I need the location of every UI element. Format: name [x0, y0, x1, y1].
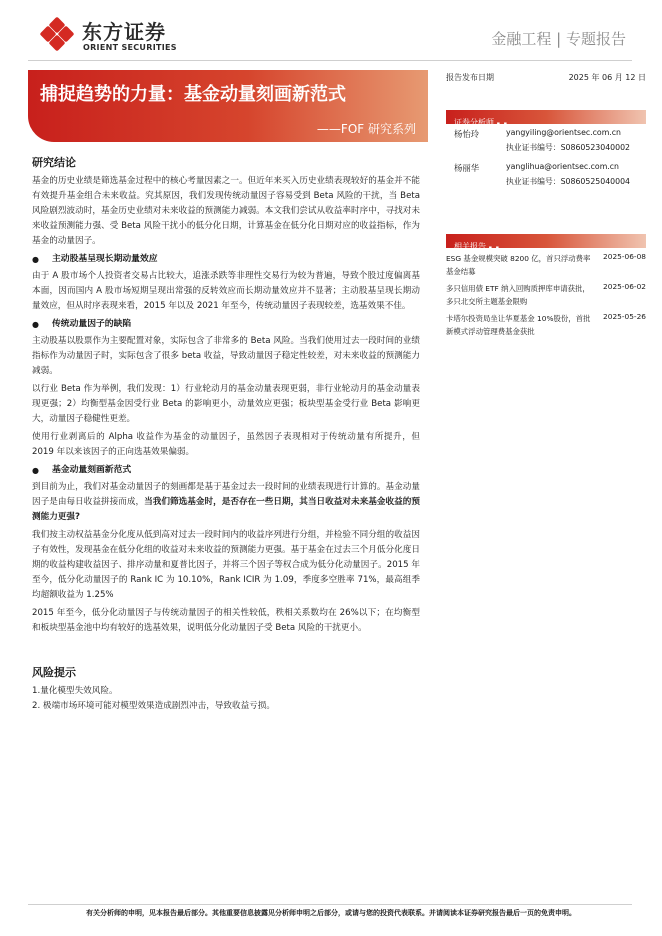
analyst-email[interactable]: yanglihua@orientsec.com.cn [506, 162, 619, 171]
paragraph-3a [32, 480, 420, 525]
footer-divider [28, 904, 632, 905]
paragraph-3c: 2015 年至今，低分化动量因子与传统动量因子的相关性较低，秩相关系数均在 26%以下；在均衡型和板块型基金池中均有较好的选基效果，说明低分化动量因子受 Beta 风险的干扰更小。 [32, 608, 420, 633]
company-logo [38, 14, 188, 58]
header-divider [28, 60, 632, 61]
report-series: ——FOF 研究系列 [316, 122, 416, 136]
related-report-title[interactable]: 多只信用债 ETF 纳入回购质押库申请获批，多只北交所主题基金限购 [446, 284, 590, 306]
bullet-heading-3: ● 基金动量刻画新范式 [32, 463, 420, 478]
analyst-entry [446, 128, 646, 158]
analyst-entry [446, 162, 646, 192]
analyst-section [446, 110, 646, 192]
related-heading-bar [446, 234, 646, 251]
risk-item: 1.量化模型失效风险。 [32, 686, 118, 696]
related-report-date: 2025-05-26 [603, 312, 646, 321]
report-title: 捕捉趋势的力量：基金动量刻画新范式 [40, 84, 346, 105]
analyst-name: 杨丽华 [454, 163, 480, 173]
analyst-email[interactable]: yangyiling@orientsec.com.cn [506, 128, 622, 137]
publish-date-value: 2025 年 06 月 12 日 [568, 73, 646, 82]
risk-item: 2. 极端市场环境可能对模型效果造成剧烈冲击，导致收益亏损。 [32, 701, 275, 711]
paragraph-3a-emphasis: 当我们筛选基金时，是否存在一些日期，其当日收益对未来基金收益的预测能力更强? [32, 497, 420, 522]
publish-date-row [446, 72, 646, 84]
bullet-heading-2: ● 传统动量因子的缺陷 [32, 317, 420, 332]
logo-text-en: ORIENT SECURITIES [83, 43, 177, 52]
analyst-cert: 执业证书编号：S0860523040002 [506, 143, 631, 152]
paragraph-2c: 使用行业剥离后的 Alpha 收益作为基金的动量因子，虽然因子表现相对于传统动量有所提升，但 2019 年以来该因子的正向选基效果偏弱。 [32, 432, 420, 457]
related-heading: 相关报告 ▪ ▪ [446, 240, 500, 255]
bullet-heading-1: ● 主动股基呈现长期动量效应 [32, 252, 420, 267]
related-report-title[interactable]: ESG 基金规模突破 8200 亿，首只浮动费率基金结募 [446, 254, 591, 276]
paragraph-3a-text: 到目前为止，我们对基金动量因子的刻画都是基于基金过去一段时间的业绩表现进行计算的。基金动量因子是由每日收益拼接而成， [32, 482, 420, 507]
analyst-cert: 执业证书编号：S0860525040004 [506, 177, 631, 186]
main-content [32, 154, 420, 714]
related-reports-section [446, 234, 646, 338]
related-report-date: 2025-06-08 [603, 252, 646, 261]
document-type: 金融工程 | 专题报告 [491, 30, 626, 48]
conclusion-heading: 研究结论 [32, 156, 76, 169]
footer-disclaimer: 有关分析师的申明，见本报告最后部分。其他重要信息披露见分析师申明之后部分，或请与您的投资代表联系。并请阅读本证券研究报告最后一页的免责申明。 [86, 909, 576, 917]
paragraph-3b: 我们按主动权益基金分化度从低到高对过去一段时间内的收益序列进行分组，并检验不同分组的收益因子有效性，发现基金在低分化组的收益对未来收益的预测能力更强。基于基金在过去三个月低分化度日期的收益构建收益因子、排序动量和夏普比因子，并将三个因子等权合成为低分化动量因子。2015 年至今，低分化动量因子的 Rank IC 为 10.10%，Rank ICIR 为 1.09，季度多空胜率 71%，最高组季均超额收益为 1.25% [32, 530, 420, 600]
logo-text-cn: 东方证券 [82, 20, 166, 44]
title-banner [28, 70, 428, 142]
related-report[interactable] [446, 312, 646, 338]
analyst-heading-bar [446, 110, 646, 127]
analyst-heading: 证券分析师 ▪ ▪ [446, 116, 508, 131]
paragraph-1: 由于 A 股市场个人投资者交易占比较大，追涨杀跌等非理性交易行为较为普遍，导致个股过度偏离基本面，因而国内 A 股市场短期呈现出常强的反转效应而长期动量效应并不显著；主动股基呈现长期动量效应，但从时序表现来看，2015 年以及 2021 年至今，传统动量因子表现较差，选基效果不佳。 [32, 271, 420, 311]
analyst-name: 杨怡玲 [454, 129, 480, 139]
related-report-date: 2025-06-02 [603, 282, 646, 291]
orient-logo-icon [38, 16, 76, 54]
paragraph-2b: 以行业 Beta 作为举例，我们发现：1）行业轮动月的基金动量表现更弱，非行业轮动月的基金动量表现更强；2）均衡型基金因受行业 Beta 的影响更小，动量效应更强；板块型基金受行业 Beta 影响更大，动量因子稳健性更差。 [32, 384, 420, 424]
related-report[interactable] [446, 252, 646, 278]
publish-date-label: 报告发布日期 [446, 73, 494, 82]
related-report[interactable] [446, 282, 646, 308]
intro-paragraph: 基金的历史业绩是筛选基金过程中的核心考量因素之一。但近年来买入历史业绩表现较好的基金并不能有效提升基金组合未来收益。究其原因，我们发现传统动量因子容易受到 Beta 风险的干扰，当 Beta 风险剧烈波动时，基金历史业绩对未来收益的预测能力减弱。本文我们尝试从收益率时序中，寻找对未来收益预测能力强、受 Beta 风险干扰小的低分化日期，计算基金在低分化日期对应的收益指标，作为基金的动量因子。 [32, 176, 420, 246]
paragraph-2a: 主动股基以股票作为主要配置对象，实际包含了非常多的 Beta 风险。当我们使用过去一段时间的业绩指标作为动量因子时，实际包含了很多 beta 收益，导致动量因子稳定性较差，对未来收益的预测能力减弱。 [32, 336, 420, 376]
related-report-title[interactable]: 卡塔尔投资局坐让华夏基金 10%股份，首批新模式浮动管理费基金获批 [446, 314, 591, 336]
risk-heading: 风险提示 [32, 666, 76, 679]
